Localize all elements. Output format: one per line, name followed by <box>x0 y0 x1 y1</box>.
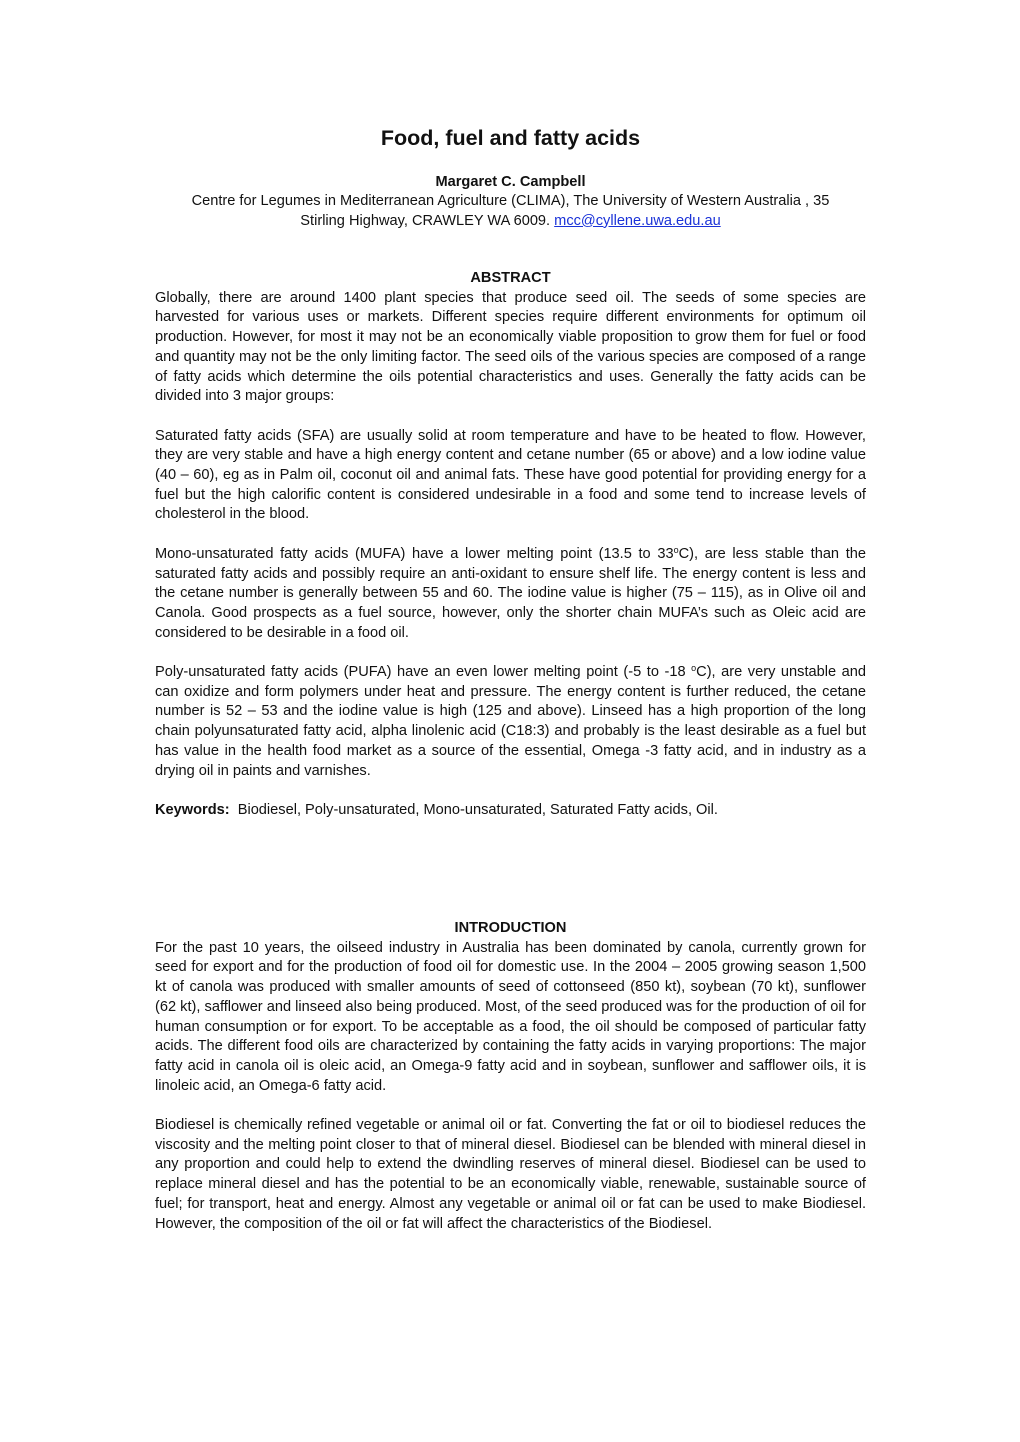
abstract-paragraph: Globally, there are around 1400 plant species that produce seed oil. The seeds of some species are harvested for various uses or markets. Different species require different environments for optimum oil production. However, for most it may not be an economically viable proposition to grow them for fuel or food and quantity may not be the only limiting factor. The seed oils of the various species are composed of a range of fatty acids which determine the oils potential characteristics and uses. Generally the fatty acids can be divided into 3 major groups: <box>155 289 866 405</box>
author-name: Margaret C. Campbell <box>435 174 586 190</box>
abstract-section <box>155 269 866 821</box>
pufa-text-a: Poly-unsaturated fatty acids (PUFA) have an even lower melting point (-5 to -18 <box>155 664 692 681</box>
paper-title: Food, fuel and fatty acids <box>380 126 641 150</box>
introduction-section <box>155 919 866 1234</box>
mufa-paragraph <box>155 545 866 644</box>
author-email-link[interactable]: mcc@cyllene.uwa.edu.au <box>554 212 721 229</box>
sfa-paragraph: Saturated fatty acids (SFA) are usually solid at room temperature and have to be heated to flow. However, they are very stable and have a high energy content and cetane number (65 or above) and a low iodine value (40 – 60), eg as in Palm oil, coconut oil and animal fats. These have good potential for providing energy for a fuel but the high calorific content is considered undesirable in a food and some tend to increase levels of cholesterol in the blood. <box>155 427 866 523</box>
pufa-text-b: C), are very unstable and can oxidize and form polymers under heat and pressure. The energy content is further reduced, the cetane number is 52 – 53 and the iodine value is high (125 and above). Linseed has a high proportion of the long chain polyunsaturated fatty acid, alpha linolenic acid (C18:3) and probably is the least desirable as a fuel but has value in the health food market as a source of the essential, Omega -3 fatty acid, and in industry as a drying oil in paints and varnishes. <box>155 664 866 779</box>
introduction-heading: INTRODUCTION <box>454 920 567 936</box>
intro-paragraph-1: For the past 10 years, the oilseed industry in Australia has been dominated by canola, currently grown for seed for export and for the production of food oil for domestic use. In the 2004 – 2005 growing season 1,500 kt of canola was produced with smaller amounts of seed of cottonseed (850 kt), soybean (70 kt), sunflower (62 kt), safflower and linseed also being produced. Most, of the seed produced was for the production of oil for human consumption or for export. To be acceptable as a food, the oil should be composed of particular fatty acids. The different food oils are characterized by containing the fatty acids in varying proportions: The major fatty acid in canola oil is oleic acid, an Omega-9 fatty acid and in soybean, sunflower and safflower oils, it is linoleic acid, an Omega-6 fatty acid. <box>155 939 866 1094</box>
pufa-paragraph <box>155 663 866 781</box>
degree-sup: o <box>673 544 679 555</box>
abstract-heading: ABSTRACT <box>470 270 551 286</box>
intro-paragraph-2: Biodiesel is chemically refined vegetable or animal oil or fat. Converting the fat or oil to biodiesel reduces the viscosity and the melting point closer to that of mineral diesel. Biodiesel can be blended with mineral diesel in any proportion and could help to extend the dwindling reserves of mineral diesel. Biodiesel can be used to replace mineral diesel and has the potential to be an economically viable, renewable, sustainable source of fuel; for transport, heat and energy. Almost any vegetable or animal oil or fat can be used to make Biodiesel. However, the composition of the oil or fat will affect the characteristics of the Biodiesel. <box>155 1117 866 1232</box>
keywords-text: Biodiesel, Poly-unsaturated, Mono-unsaturated, Saturated Fatty acids, Oil. <box>237 801 718 818</box>
affiliation-text: Centre for Legumes in Mediterranean Agriculture (CLIMA), The University of Western Australia , 35 Stirling Highway, CRAWLEY WA 6009. <box>191 193 830 229</box>
degree-sup: o <box>691 663 697 674</box>
author-affiliation <box>175 192 846 231</box>
mufa-text-a: Mono-unsaturated fatty acids (MUFA) have a lower melting point (13.5 to 33 <box>155 545 674 562</box>
keywords-label: Keywords: <box>155 801 230 818</box>
mufa-text-b: C), are less stable than the saturated fatty acids and possibly require an anti-oxidant to ensure shelf life. The energy content is less and the cetane number is generally between 55 and 60. The iodine value is higher (75 – 115), as in Olive oil and Canola. Good prospects as a fuel source, however, only the shorter chain MUFA’s such as Oleic acid are considered to be desirable in a food oil. <box>155 545 866 641</box>
keywords-paragraph <box>155 801 866 821</box>
